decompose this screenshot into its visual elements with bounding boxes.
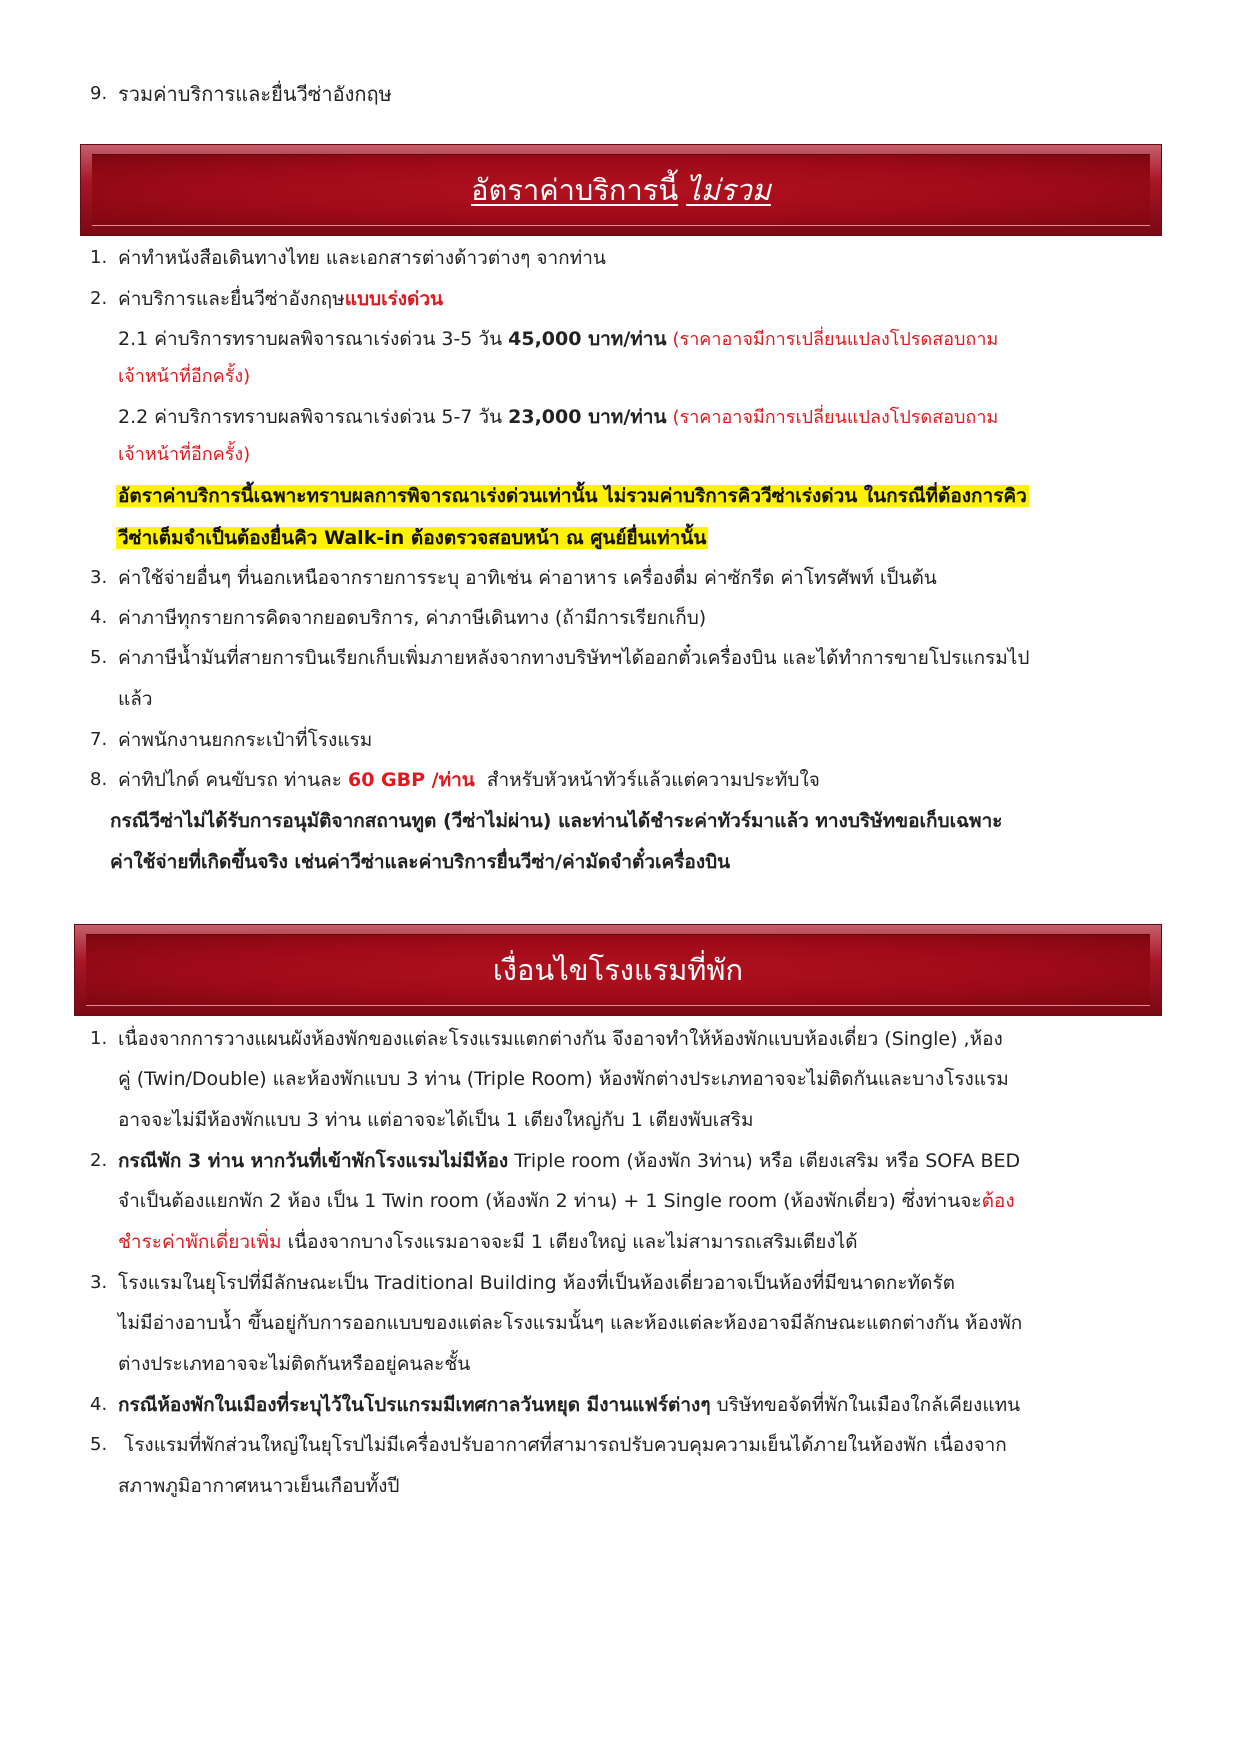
list-item: ค่าบริการและยื่นวีซ่าอังกฤษแบบเร่งด่วน [118,288,444,310]
list-item: ค่าใช้จ่ายอื่นๆ ที่นอกเหนือจากรายการระบุ อาทิเช่น ค่าอาหาร เครื่องดื่ม ค่าซักรีด ค่าโทรศัพท์ เป็นต้น [118,567,937,589]
list-item: กรณีห้องพักในเมืองที่ระบุไว้ในโปรแกรมมีเทศกาลวันหยุด มีงานแฟร์ต่างๆ บริษัทขอจัดที่พักในเมืองใกล้เคียงแทน [118,1394,1021,1416]
list-number: 5. [90,647,108,668]
highlight-note: วีซ่าเต็มจำเป็นต้องยื่นคิว Walk-in ต้องตรวจสอบหน้า ณ ศูนย์ยื่นเท่านั้น [118,527,707,549]
list-item: ค่าทิปไกด์ คนขับรถ ท่านละ 60 GBP /ท่าน สำหรับหัวหน้าทัวร์แล้วแต่ความประทับใจ [118,769,820,791]
section-banner-excluded [80,144,1162,236]
highlight-note: อัตราค่าบริการนี้เฉพาะทราบผลการพิจารณาเร่งด่วนเท่านั้น ไม่รวมค่าบริการคิววีซ่าเร่งด่วน ในกรณีที่ต้องการคิว [118,485,1027,507]
list-number: 4. [90,607,108,628]
list-number: 2. [90,1150,108,1171]
list-number: 3. [90,567,108,588]
list-item: รวมค่าบริการและยื่นวีซ่าอังกฤษ [118,82,392,106]
list-item-continued: อาจจะไม่มีห้องพักแบบ 3 ท่าน แต่อาจจะได้เป็น 1 เตียงใหญ่กับ 1 เตียงพับเสริม [118,1109,754,1131]
sub-item: 2.2 ค่าบริการทราบผลพิจารณาเร่งด่วน 5-7 วัน 23,000 บาท/ท่าน (ราคาอาจมีการเปลี่ยนแปลงโปรดสอบถาม [118,406,999,428]
list-number: 1. [90,247,108,268]
list-item-continued: ชำระค่าพักเดี่ยวเพิ่ม เนื่องจากบางโรงแรมอาจจะมี 1 เตียงใหญ่ และไม่สามารถเสริมเตียงได้ [118,1231,858,1253]
note: เจ้าหน้าที่อีกครั้ง) [118,366,251,387]
section-title: อัตราค่าบริการนี้ ไม่รวม [471,173,771,207]
section-title: เงื่อนไขโรงแรมที่พัก [492,953,744,987]
section-banner-hotel [74,924,1162,1016]
list-item-continued: คู่ (Twin/Double) และห้องพักแบบ 3 ท่าน (Triple Room) ห้องพักต่างประเภทอาจจะไม่ติดกันและบางโรงแรม [118,1068,1009,1090]
list-item-continued: ไม่มีอ่างอาบน้ำ ขึ้นอยู่กับการออกแบบของแต่ละโรงแรมนั้นๆ และห้องแต่ละห้องอาจมีลักษณะแตกต่างกัน ห้องพัก [118,1312,1023,1334]
list-item-continued: จำเป็นต้องแยกพัก 2 ห้อง เป็น 1 Twin room (ห้องพัก 2 ท่าน) + 1 Single room (ห้องพักเดี่ยว) ซึ่งท่านจะต้อง [118,1190,1015,1212]
list-item: ค่าภาษีทุกรายการคิดจากยอดบริการ, ค่าภาษีเดินทาง (ถ้ามีการเรียกเก็บ) [118,607,707,629]
list-number: 9. [90,83,108,104]
list-item-continued: แล้ว [118,688,153,710]
list-item: ค่าพนักงานยกกระเป๋าที่โรงแรม [118,729,373,751]
sub-item: 2.1 ค่าบริการทราบผลพิจารณาเร่งด่วน 3-5 วัน 45,000 บาท/ท่าน (ราคาอาจมีการเปลี่ยนแปลงโปรดสอบถาม [118,328,999,350]
list-item: โรงแรมที่พักส่วนใหญ่ในยุโรปไม่มีเครื่องปรับอากาศที่สามารถปรับควบคุมความเย็นได้ภายในห้องพัก เนื่องจาก [124,1434,1007,1456]
visa-note: ค่าใช้จ่ายที่เกิดขึ้นจริง เช่นค่าวีซ่าและค่าบริการยื่นวีซ่า/ค่ามัดจำตั๋วเครื่องบิน [110,851,731,873]
visa-note: กรณีวีซ่าไม่ได้รับการอนุมัติจากสถานทูต (วีซ่าไม่ผ่าน) และท่านได้ชำระค่าทัวร์มาแล้ว ทางบริษัทขอเก็บเฉพาะ [110,810,1003,832]
list-item: ค่าภาษีน้ำมันที่สายการบินเรียกเก็บเพิ่มภายหลังจากทางบริษัทฯได้ออกตั๋วเครื่องบิน และได้ทำการขายโปรแกรมไป [118,647,1030,669]
list-number: 3. [90,1272,108,1293]
list-item: กรณีพัก 3 ท่าน หากวันที่เข้าพักโรงแรมไม่มีห้อง Triple room (ห้องพัก 3ท่าน) หรือ เตียงเสริม หรือ SOFA BED [118,1150,1021,1172]
note: เจ้าหน้าที่อีกครั้ง) [118,444,251,465]
list-number: 8. [90,769,108,790]
list-item-continued: สภาพภูมิอากาศหนาวเย็นเกือบทั้งปี [118,1475,400,1497]
list-item: ค่าทำหนังสือเดินทางไทย และเอกสารต่างด้าวต่างๆ จากท่าน [118,247,606,269]
list-number: 1. [90,1028,108,1049]
list-item: เนื่องจากการวางแผนผังห้องพักของแต่ละโรงแรมแตกต่างกัน จึงอาจทำให้ห้องพักแบบห้องเดี่ยว (Single) ,ห้อง [118,1028,1003,1050]
list-number: 2. [90,288,108,309]
list-item-continued: ต่างประเภทอาจจะไม่ติดกันหรืออยู่คนละชั้น [118,1353,471,1375]
list-number: 7. [90,729,108,750]
list-number: 5. [90,1434,108,1455]
list-number: 4. [90,1394,108,1415]
list-item: โรงแรมในยุโรปที่มีลักษณะเป็น Traditional Building ห้องที่เป็นห้องเดี่ยวอาจเป็นห้องที่มีขนาดกะทัดรัต [118,1272,955,1294]
